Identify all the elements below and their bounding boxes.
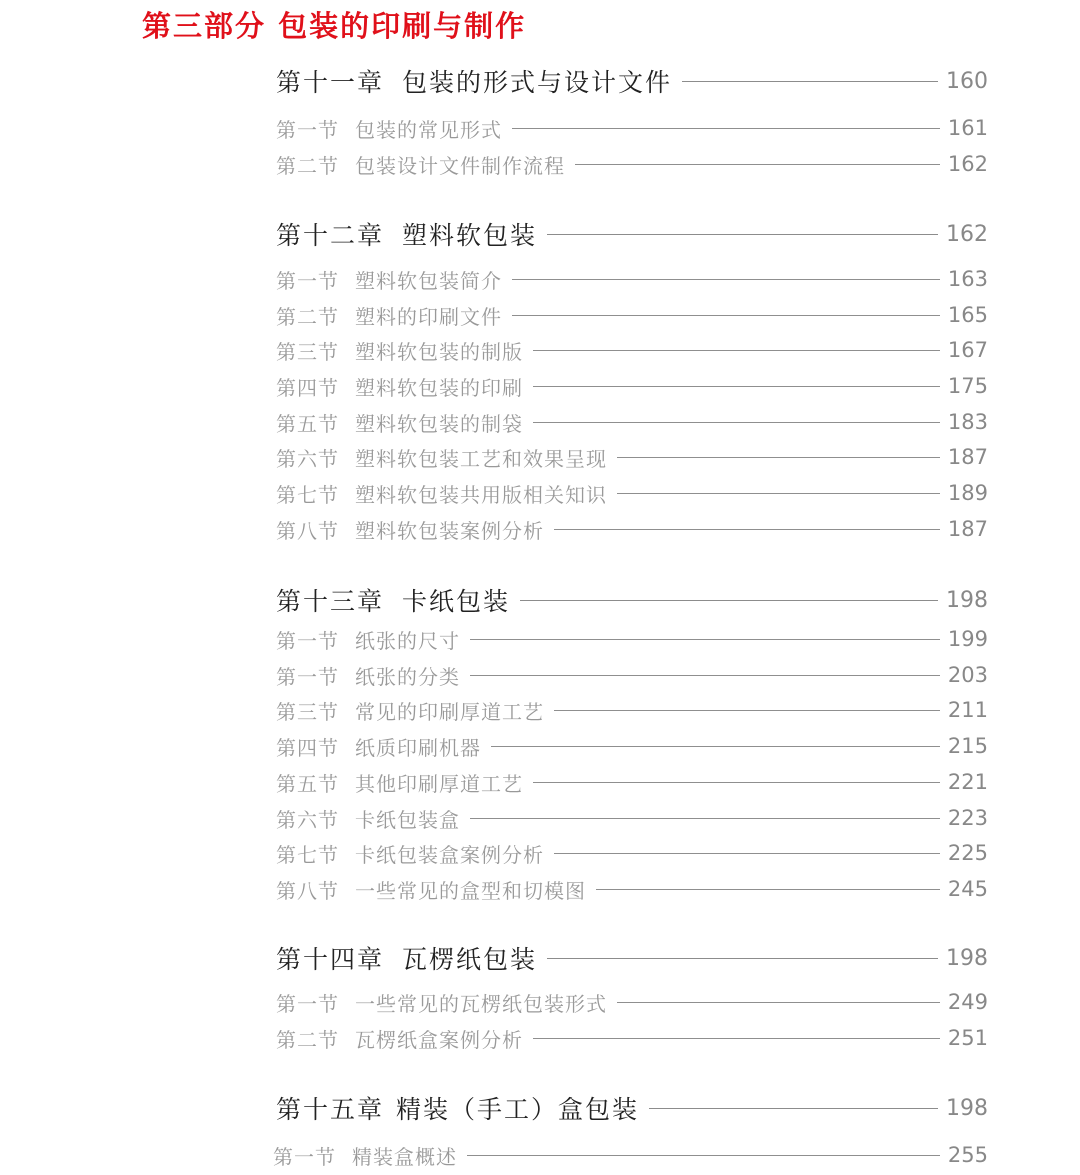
leader-line xyxy=(596,889,940,890)
chapter-title: 卡纸包装 xyxy=(402,587,511,616)
page-number: 175 xyxy=(947,374,988,398)
page-number: 199 xyxy=(947,627,988,651)
section-number: 第二节 xyxy=(276,1027,339,1052)
page-number: 162 xyxy=(946,221,988,247)
section-number: 第七节 xyxy=(276,482,339,507)
section-number: 第一节 xyxy=(276,268,339,293)
section-number: 第五节 xyxy=(276,411,339,436)
toc-section[interactable] xyxy=(276,299,988,331)
section-title: 精装盒概述 xyxy=(352,1144,457,1169)
leader-line xyxy=(547,234,938,235)
leader-line xyxy=(533,1038,940,1039)
toc-section[interactable] xyxy=(276,766,988,798)
page-number: 187 xyxy=(947,445,988,469)
toc-chapter-12[interactable] xyxy=(276,214,988,254)
page-number: 251 xyxy=(947,1026,988,1050)
section-title: 卡纸包装盒 xyxy=(355,807,460,832)
section-title: 塑料软包装案例分析 xyxy=(355,518,544,543)
chapter-number: 第十五章 xyxy=(276,1095,385,1124)
chapter-title: 塑料软包装 xyxy=(402,221,538,250)
section-number: 第一节 xyxy=(273,1144,336,1169)
section-number: 第一节 xyxy=(276,664,339,689)
section-number: 第八节 xyxy=(276,518,339,543)
toc-section[interactable] xyxy=(276,873,988,905)
chapter-title: 包装的形式与设计文件 xyxy=(402,68,673,97)
section-title: 纸张的分类 xyxy=(355,664,460,689)
toc-chapter-14[interactable] xyxy=(276,938,988,978)
leader-line xyxy=(617,457,940,458)
page-number: 211 xyxy=(947,698,988,722)
toc-section[interactable] xyxy=(276,837,988,869)
section-number: 第三节 xyxy=(276,699,339,724)
part-title: 第三部分 包装的印刷与制作 xyxy=(142,9,527,43)
section-title: 塑料软包装工艺和效果呈现 xyxy=(355,446,607,471)
page-number: 160 xyxy=(946,68,988,94)
page-number: 223 xyxy=(947,806,988,830)
toc-chapter-15[interactable] xyxy=(276,1088,988,1128)
page-number: 198 xyxy=(946,1095,988,1121)
toc-section[interactable] xyxy=(273,1139,988,1171)
page-number: 203 xyxy=(947,663,988,687)
leader-line xyxy=(533,782,940,783)
toc-chapter-13[interactable] xyxy=(276,580,988,620)
section-title: 纸张的尺寸 xyxy=(355,628,460,653)
section-number: 第一节 xyxy=(276,628,339,653)
section-title: 塑料软包装的制袋 xyxy=(355,411,523,436)
section-number: 第六节 xyxy=(276,807,339,832)
leader-line xyxy=(470,675,940,676)
section-number: 第八节 xyxy=(276,878,339,903)
leader-line xyxy=(554,710,940,711)
section-title: 一些常见的瓦楞纸包装形式 xyxy=(355,991,607,1016)
page-number: 255 xyxy=(947,1143,988,1167)
section-number: 第四节 xyxy=(276,735,339,760)
toc-section[interactable] xyxy=(276,730,988,762)
section-title: 塑料的印刷文件 xyxy=(355,304,502,329)
section-number: 第一节 xyxy=(276,991,339,1016)
leader-line xyxy=(617,493,940,494)
page-number: 187 xyxy=(947,517,988,541)
leader-line xyxy=(554,529,940,530)
leader-line xyxy=(512,279,940,280)
section-title: 塑料软包装简介 xyxy=(355,268,502,293)
section-title: 瓦楞纸盒案例分析 xyxy=(355,1027,523,1052)
toc-section[interactable] xyxy=(276,334,988,366)
section-title: 常见的印刷厚道工艺 xyxy=(355,699,544,724)
section-number: 第四节 xyxy=(276,375,339,400)
chapter-title: 瓦楞纸包装 xyxy=(402,945,538,974)
chapter-number: 第十一章 xyxy=(276,68,385,97)
section-title: 塑料软包装的制版 xyxy=(355,339,523,364)
leader-line xyxy=(470,818,940,819)
page-number: 167 xyxy=(947,338,988,362)
page-number: 245 xyxy=(947,877,988,901)
leader-line xyxy=(617,1002,940,1003)
page-number: 161 xyxy=(947,116,988,140)
toc-section[interactable] xyxy=(276,1022,988,1054)
section-number: 第二节 xyxy=(276,304,339,329)
page-number: 183 xyxy=(947,410,988,434)
leader-line xyxy=(547,958,938,959)
leader-line xyxy=(491,746,940,747)
section-title: 塑料软包装的印刷 xyxy=(355,375,523,400)
toc-section[interactable] xyxy=(276,802,988,834)
leader-line xyxy=(512,128,940,129)
section-title: 包装设计文件制作流程 xyxy=(355,153,565,178)
page-number: 198 xyxy=(946,587,988,613)
toc-section[interactable] xyxy=(276,406,988,438)
page-number: 162 xyxy=(947,152,988,176)
page-number: 221 xyxy=(947,770,988,794)
section-number: 第一节 xyxy=(276,117,339,142)
chapter-number: 第十四章 xyxy=(276,945,385,974)
section-number: 第六节 xyxy=(276,446,339,471)
section-title: 卡纸包装盒案例分析 xyxy=(355,842,544,867)
toc-chapter-11[interactable] xyxy=(276,61,988,101)
section-title: 一些常见的盒型和切模图 xyxy=(355,878,586,903)
toc-section[interactable] xyxy=(276,623,988,655)
toc-section[interactable] xyxy=(276,441,988,473)
leader-line xyxy=(554,853,940,854)
toc-section[interactable] xyxy=(276,694,988,726)
toc-section[interactable] xyxy=(276,263,988,295)
leader-line xyxy=(470,639,940,640)
page-number: 198 xyxy=(946,945,988,971)
section-title: 纸质印刷机器 xyxy=(355,735,481,760)
toc-section[interactable] xyxy=(276,148,988,180)
page-number: 189 xyxy=(947,481,988,505)
page-number: 215 xyxy=(947,734,988,758)
section-number: 第二节 xyxy=(276,153,339,178)
leader-line xyxy=(512,315,940,316)
leader-line xyxy=(533,422,940,423)
page-number: 163 xyxy=(947,267,988,291)
chapter-title: 精装（手工）盒包装 xyxy=(396,1095,640,1124)
leader-line xyxy=(533,386,940,387)
leader-line xyxy=(649,1108,938,1109)
leader-line xyxy=(520,600,938,601)
section-number: 第五节 xyxy=(276,771,339,796)
section-number: 第七节 xyxy=(276,842,339,867)
toc-section[interactable] xyxy=(276,986,988,1018)
toc-section[interactable] xyxy=(276,370,988,402)
toc-section[interactable] xyxy=(276,112,988,144)
page-number: 249 xyxy=(947,990,988,1014)
leader-line xyxy=(467,1155,940,1156)
chapter-number: 第十二章 xyxy=(276,221,385,250)
leader-line xyxy=(575,164,940,165)
leader-line xyxy=(682,81,938,82)
section-title: 塑料软包装共用版相关知识 xyxy=(355,482,607,507)
chapter-number: 第十三章 xyxy=(276,587,385,616)
section-number: 第三节 xyxy=(276,339,339,364)
toc-section[interactable] xyxy=(276,659,988,691)
page-number: 225 xyxy=(947,841,988,865)
leader-line xyxy=(533,350,940,351)
toc-section[interactable] xyxy=(276,513,988,545)
page-number: 165 xyxy=(947,303,988,327)
toc-section[interactable] xyxy=(276,477,988,509)
section-title: 其他印刷厚道工艺 xyxy=(355,771,523,796)
section-title: 包装的常见形式 xyxy=(355,117,502,142)
